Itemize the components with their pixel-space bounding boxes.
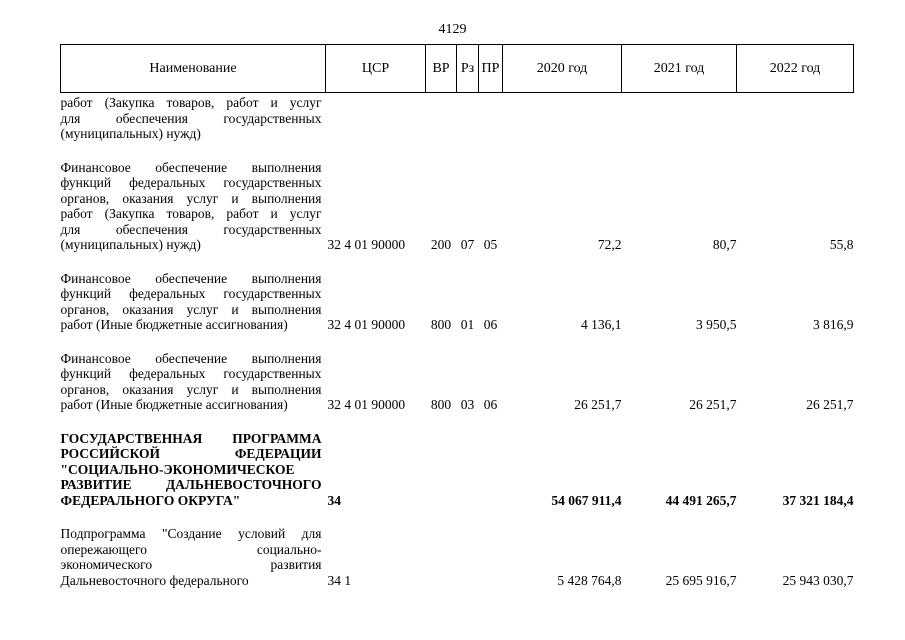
row-name-line: (муниципальных) нужд) — [60, 237, 201, 252]
row-y2022 — [737, 93, 854, 142]
row-vr: 200 — [430, 237, 452, 252]
header-name: Наименование — [61, 45, 326, 93]
row-y2021 — [622, 93, 737, 142]
row-name-line: (муниципальных) нужд) — [60, 126, 201, 141]
row-name-line: экономического развития — [60, 557, 322, 572]
row-name-line: Финансовое обеспечение выполнения — [60, 270, 322, 286]
header-2022: 2022 год — [737, 45, 854, 93]
budget-table — [60, 44, 854, 588]
row-rz: 01 — [460, 317, 475, 332]
row-pr: 05 — [483, 237, 498, 252]
row-y2022: 55,8 — [829, 237, 854, 252]
row-pr — [479, 93, 503, 142]
row-name-line: работ (Иные бюджетные ассигнования) — [60, 317, 288, 332]
table-header — [61, 45, 854, 93]
row-y2022: 3 816,9 — [813, 317, 854, 332]
page-number: 4129 — [438, 22, 467, 37]
row-name-line: для обеспечения государственных — [60, 221, 322, 237]
row-spacer — [61, 253, 854, 271]
row-name-line: работ (Закупка товаров, работ и услуг — [60, 95, 322, 110]
row-y2022: 37 321 184,4 — [782, 492, 854, 508]
row-rz: 07 — [460, 237, 475, 252]
row-y2021: 25 695 916,7 — [665, 572, 737, 588]
row-spacer — [61, 333, 854, 351]
row-vr — [426, 526, 457, 588]
row-name-line: органов, оказания услуг и выполнения — [60, 190, 322, 206]
table-row — [61, 526, 854, 588]
row-name-line: работ (Иные бюджетные ассигнования) — [60, 397, 288, 412]
row-name-line: РАЗВИТИЕ ДАЛЬНЕВОСТОЧНОГО — [60, 477, 322, 492]
row-name — [61, 160, 326, 253]
row-y2021: 3 950,5 — [696, 317, 737, 332]
table-row — [61, 271, 854, 333]
row-rz — [457, 431, 479, 509]
row-name — [61, 93, 326, 142]
row-y2021: 80,7 — [712, 237, 737, 252]
table-row — [61, 160, 854, 253]
header-pr: ПР — [479, 45, 503, 93]
header-csr: ЦСР — [326, 45, 426, 93]
row-spacer — [61, 413, 854, 431]
row-rz: 03 — [460, 397, 475, 412]
row-pr: 06 — [483, 317, 498, 332]
row-vr: 800 — [430, 397, 452, 412]
row-csr: 34 1 — [327, 572, 352, 588]
row-name — [61, 526, 326, 588]
row-csr: 32 4 01 90000 — [327, 397, 406, 412]
row-y2020: 5 428 764,8 — [557, 572, 622, 588]
row-name-line: функций федеральных государственных — [60, 286, 322, 301]
row-y2020 — [503, 93, 622, 142]
row-y2020: 26 251,7 — [574, 397, 622, 412]
row-name-line: опережающего социально- — [60, 541, 322, 557]
row-name-line: для обеспечения государственных — [60, 110, 322, 126]
row-csr — [326, 93, 426, 142]
row-name-line: Подпрограмма "Создание условий для — [60, 526, 322, 541]
row-name-line: ФЕДЕРАЛЬНОГО ОКРУГА" — [60, 492, 241, 508]
row-name — [61, 351, 326, 413]
row-name — [61, 271, 326, 333]
row-rz — [457, 526, 479, 588]
row-name-line: органов, оказания услуг и выполнения — [60, 301, 322, 317]
row-csr: 34 — [327, 492, 341, 508]
row-name — [61, 431, 326, 509]
row-pr — [479, 431, 503, 509]
row-name-line: функций федеральных государственных — [60, 366, 322, 381]
row-name-line: Финансовое обеспечение выполнения — [60, 159, 322, 175]
row-y2022: 26 251,7 — [806, 397, 854, 412]
header-2020: 2020 год — [503, 45, 622, 93]
header-2021: 2021 год — [622, 45, 737, 93]
header-rz: Рз — [457, 45, 479, 93]
row-name-line: работ (Закупка товаров, работ и услуг — [60, 206, 322, 221]
row-name-line: Финансовое обеспечение выполнения — [60, 350, 322, 366]
table-row — [61, 93, 854, 142]
row-rz — [457, 93, 479, 142]
table-body — [61, 93, 854, 589]
row-y2021: 26 251,7 — [689, 397, 737, 412]
row-name-line: "СОЦИАЛЬНО-ЭКОНОМИЧЕСКОЕ — [60, 461, 295, 477]
row-y2022: 25 943 030,7 — [782, 572, 854, 588]
row-y2020: 4 136,1 — [581, 317, 622, 332]
row-pr — [479, 526, 503, 588]
header-vr: ВР — [426, 45, 457, 93]
row-vr: 800 — [430, 317, 452, 332]
row-y2020: 72,2 — [597, 237, 622, 252]
row-csr: 32 4 01 90000 — [327, 317, 406, 332]
row-name-line: ГОСУДАРСТВЕННАЯ ПРОГРАММА — [60, 430, 322, 446]
row-name-line: РОССИЙСКОЙ ФЕДЕРАЦИИ — [60, 446, 322, 461]
row-y2021: 44 491 265,7 — [665, 492, 737, 508]
row-spacer — [61, 142, 854, 160]
row-name-line: органов, оказания услуг и выполнения — [60, 381, 322, 397]
table-row — [61, 351, 854, 413]
row-csr: 32 4 01 90000 — [327, 237, 406, 252]
row-vr — [426, 431, 457, 509]
row-name-line: Дальневосточного федерального — [60, 572, 249, 588]
table-row — [61, 431, 854, 509]
row-spacer — [61, 508, 854, 526]
row-name-line: функций федеральных государственных — [60, 175, 322, 190]
row-vr — [426, 93, 457, 142]
row-pr: 06 — [483, 397, 498, 412]
row-y2020: 54 067 911,4 — [551, 492, 622, 508]
